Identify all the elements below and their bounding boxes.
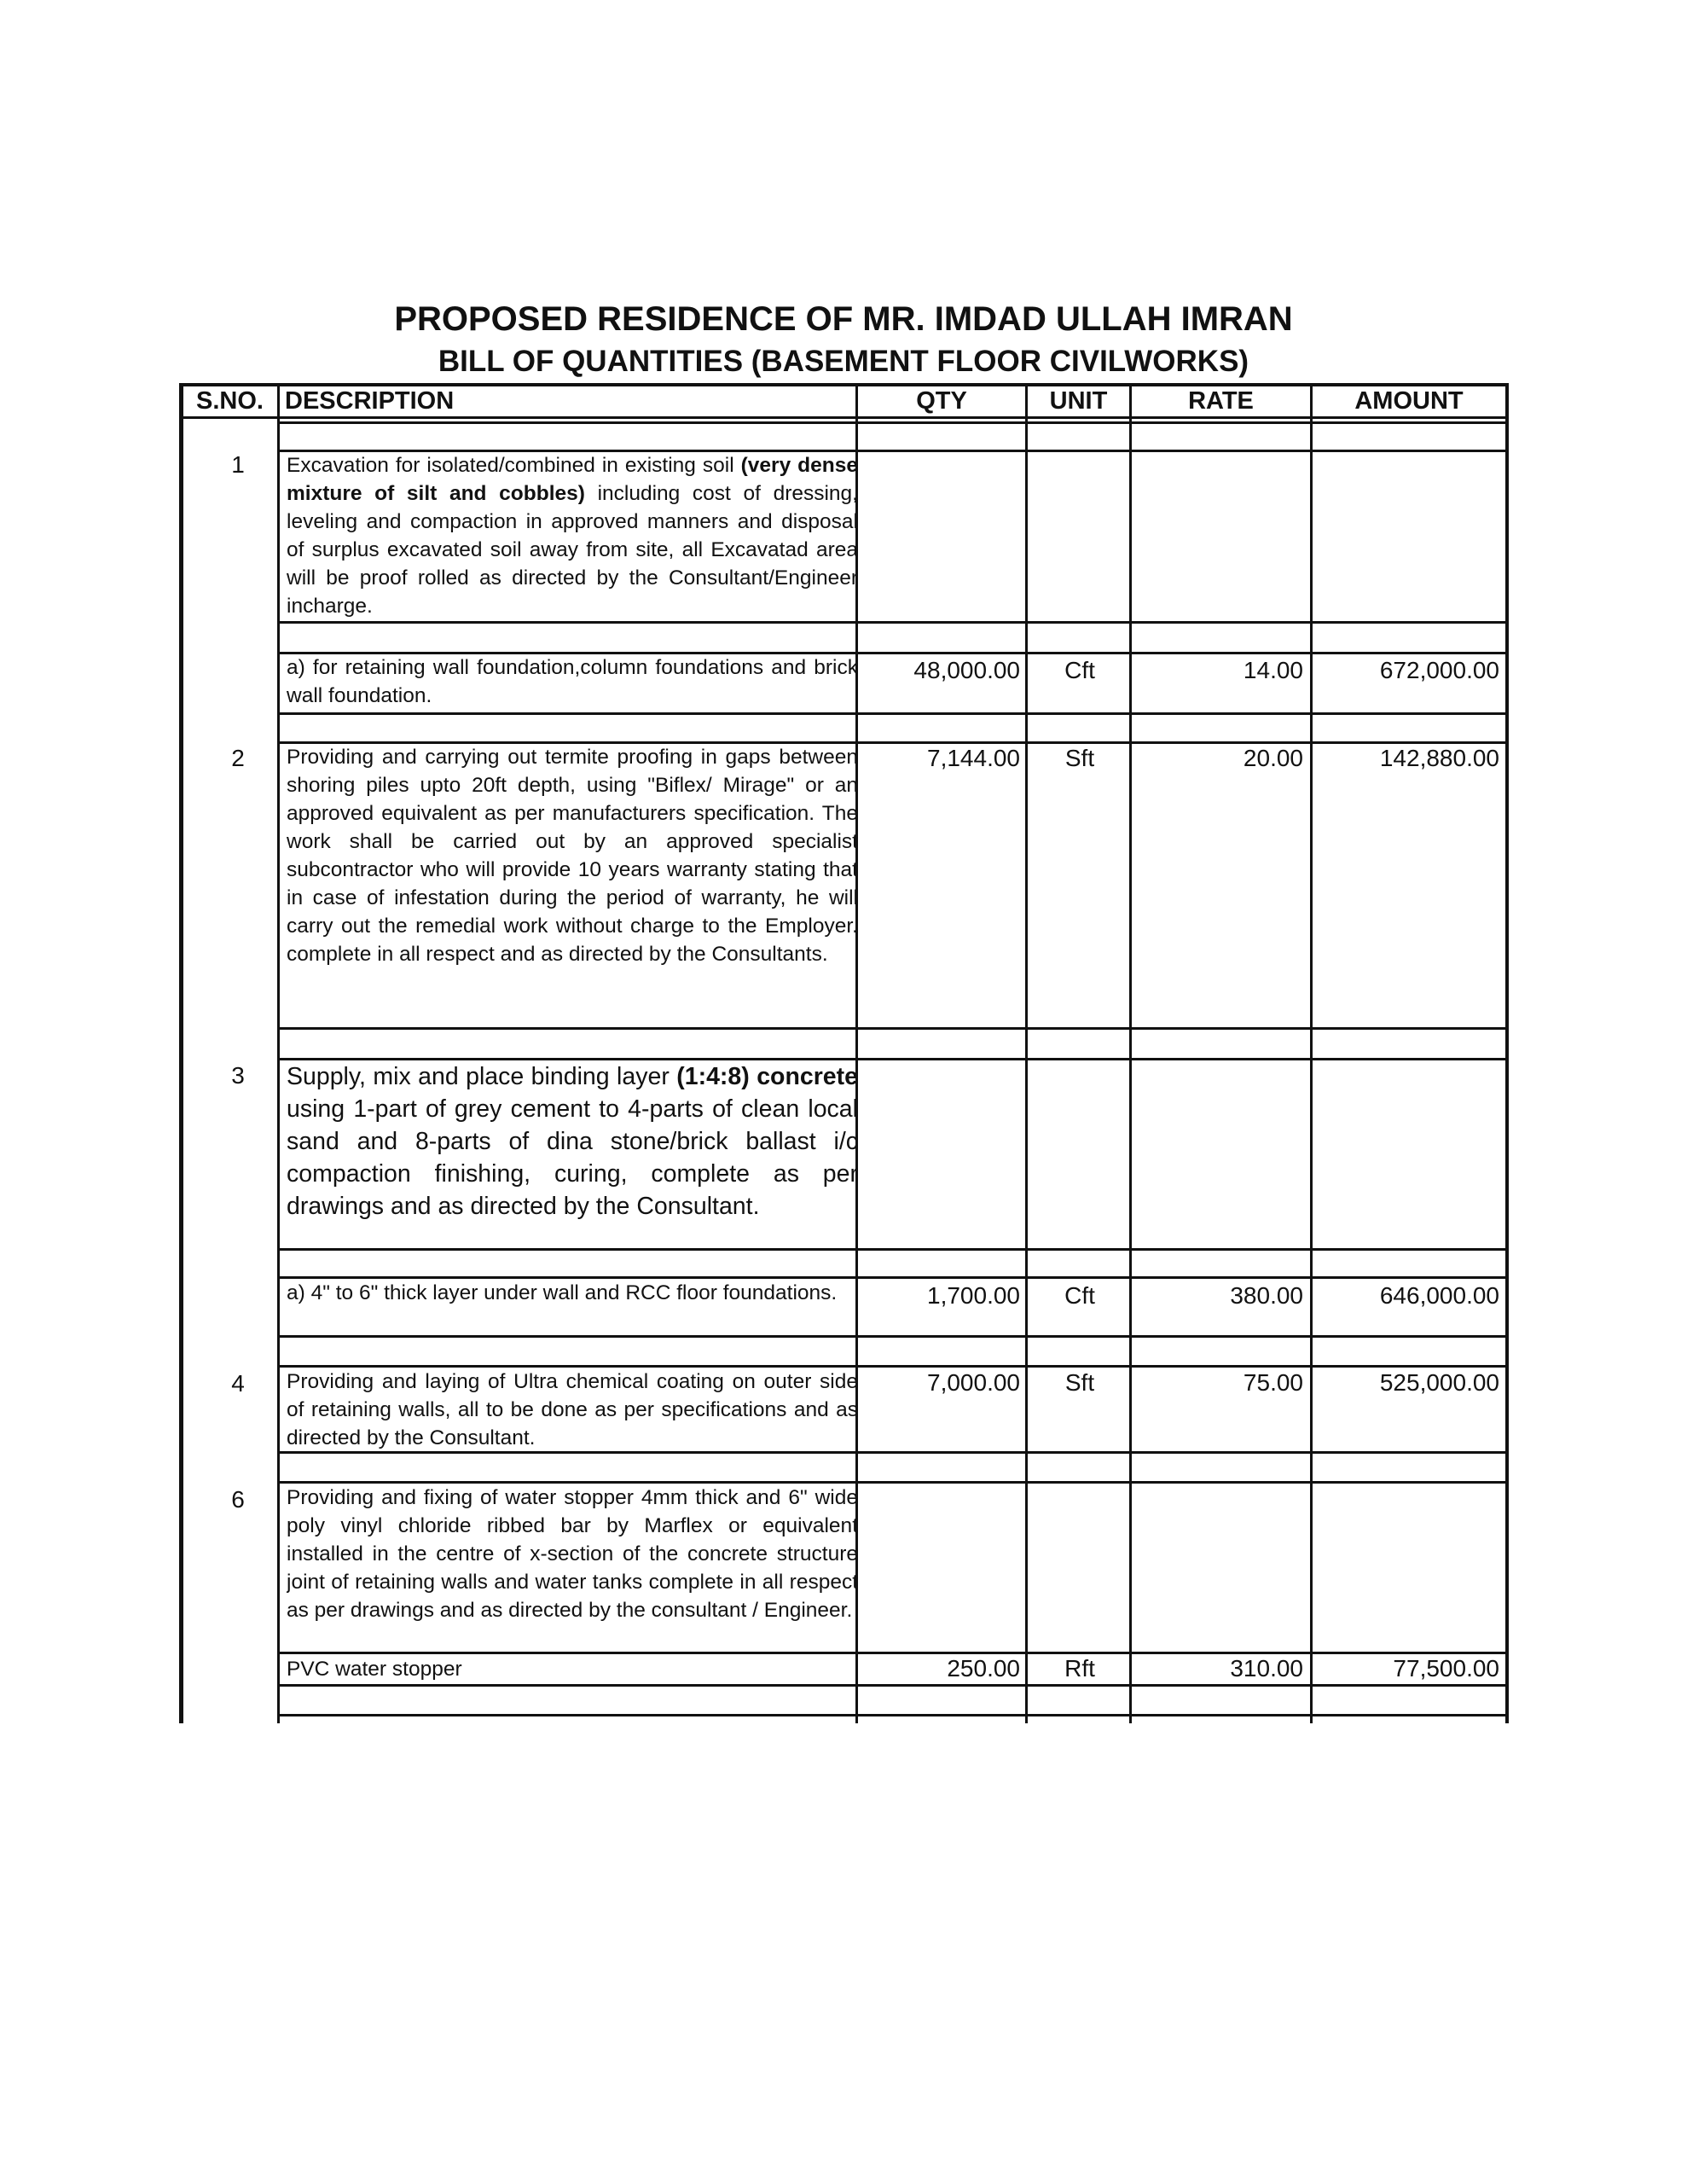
header-description: DESCRIPTION [285,387,455,415]
item-sno: 2 [231,745,245,771]
item-qty: 7,000.00 [927,1369,1020,1396]
header-qty: QTY [916,387,967,415]
item-amount: 525,000.00 [1379,1369,1499,1396]
item-description: Providing and fixing of water stopper 4mm thick and 6" wide poly vinyl chloride ribbed bar by Marflex or equivalent installed in the centre of x-section of the concrete structure joint of retaining walls and water tanks complete in all respect as per drawings and as directed by the consultant / Engineer. [287,1486,858,1622]
item-unit: Cft [1064,1282,1095,1309]
item-amount: 142,880.00 [1379,745,1499,771]
item-sno: 1 [231,451,245,478]
item-sno: 6 [231,1486,245,1513]
header-unit: UNIT [1049,387,1108,415]
item-qty: 7,144.00 [927,745,1020,771]
item-description: Excavation for isolated/combined in existing soil (very dense mixture of silt and cobbles) including cost of dressing, leveling and compaction in approved manners and disposal of surplus excavated soil away from site, all Excavatad area will be proof rolled as directed by the Consultant/Engineer incharge. [287,454,858,618]
item-rate: 14.00 [1243,657,1303,683]
header-sno: S.NO. [196,387,264,415]
item-description: Providing and laying of Ultra chemical coating on outer side of retaining walls, all to be done as per specifications and as directed by the Consultant. [287,1370,858,1449]
item-qty: 48,000.00 [913,657,1020,683]
item-amount: 646,000.00 [1379,1282,1499,1309]
item-unit: Cft [1064,657,1095,683]
item-unit: Rft [1064,1655,1095,1682]
item-unit: Sft [1064,745,1095,771]
header-rate: RATE [1188,387,1254,415]
item-sno: 4 [231,1370,245,1397]
item-qty: 1,700.00 [927,1282,1020,1309]
sub-item-description: PVC water stopper [287,1658,462,1681]
item-sno: 3 [231,1062,245,1089]
sub-item-description: a) 4" to 6" thick layer under wall and RCC floor foundations. [287,1281,838,1304]
item-rate: 310.00 [1230,1655,1303,1682]
item-rate: 380.00 [1230,1282,1303,1309]
item-rate: 20.00 [1243,745,1303,771]
item-amount: 672,000.00 [1379,657,1499,683]
item-qty: 250.00 [947,1655,1020,1682]
item-description: Supply, mix and place binding layer (1:4:8) concrete using 1-part of grey cement to 4-parts of clean local sand and 8-parts of dina stone/brick ballast i/c compaction finishing, curing, complete as per drawings and as directed by the Consultant. [287,1063,858,1220]
document-subtitle: BILL OF QUANTITIES (BASEMENT FLOOR CIVILWORKS) [438,345,1249,378]
item-description: Providing and carrying out termite proofing in gaps between shoring piles upto 20ft depth, using "Biflex/ Mirage" or an approved equivalent as per manufacturers specification. The work shall be carried out by an approved specialist subcontractor who will provide 10 years warranty stating that in case of infestation during the period of warranty, he will carry out the remedial work without charge to the Employer. complete in all respect and as directed by the Consultants. [287,746,858,966]
document-title: PROPOSED RESIDENCE OF MR. IMDAD ULLAH IMRAN [394,300,1293,338]
header-amount: AMOUNT [1354,387,1464,415]
item-unit: Sft [1064,1369,1095,1396]
sub-item-description: a) for retaining wall foundation,column foundations and brick wall foundation. [287,656,858,707]
item-rate: 75.00 [1243,1369,1303,1396]
item-amount: 77,500.00 [1393,1655,1499,1682]
